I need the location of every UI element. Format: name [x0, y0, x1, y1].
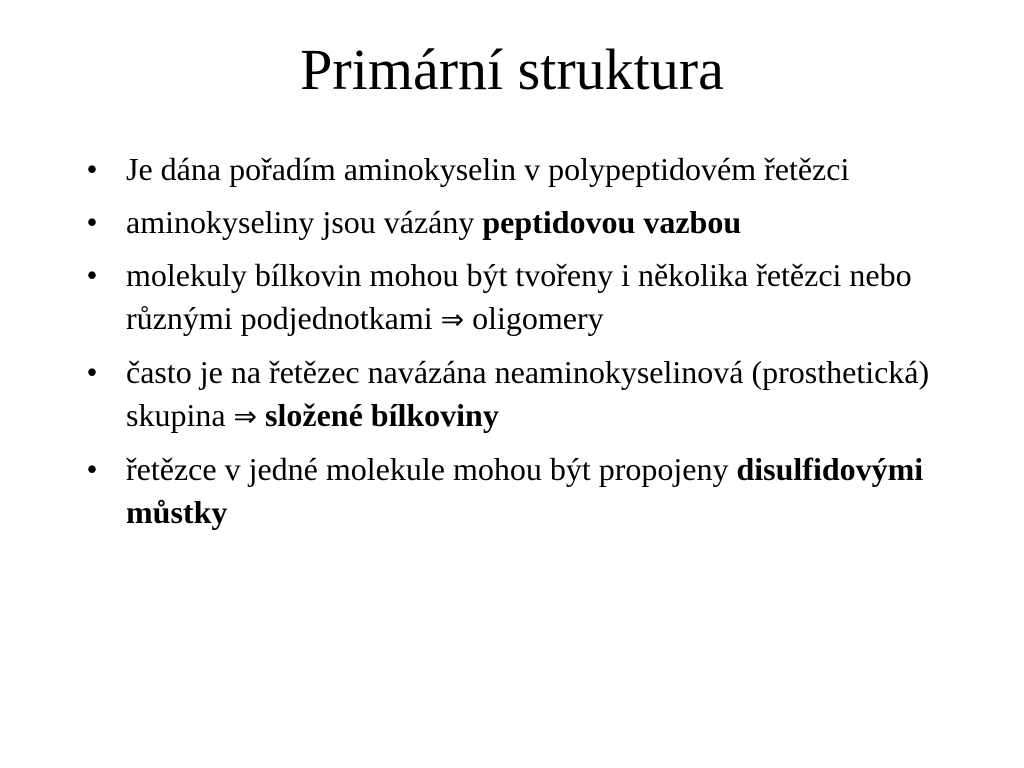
- bullet-item-primary-sequence: [82, 148, 962, 191]
- bullet-item-disulfide-bridges: [82, 448, 962, 534]
- bullet-text: aminokyseliny jsou vázány: [126, 204, 483, 240]
- bullet-list: [82, 148, 962, 544]
- bullet-text-continuation: [257, 397, 265, 433]
- bullet-text-continuation: oligomery: [464, 300, 604, 336]
- bullet-marker: •: [86, 451, 98, 487]
- bullet-marker: •: [86, 257, 98, 293]
- bullet-item-oligomers: [82, 254, 962, 341]
- bullet-text: řetězce v jedné molekule mohou být propojeny: [126, 451, 737, 487]
- bold-term: disulfidovými můstky: [126, 451, 924, 530]
- bullet-text: často je na řetězec navázána neaminokyselinová (prosthetická) skupina: [126, 354, 930, 433]
- bullet-item-peptide-bond: [82, 201, 962, 244]
- bold-term: peptidovou vazbou: [482, 204, 742, 240]
- bullet-text: molekuly bílkovin mohou být tvořeny i několika řetězci nebo různými podjednotkami: [126, 257, 912, 336]
- bullet-marker: •: [86, 151, 98, 187]
- implies-arrow-icon: ⇒: [440, 303, 465, 336]
- slide-title: Primární struktura: [300, 37, 724, 102]
- implies-arrow-icon: ⇒: [233, 400, 258, 433]
- bullet-item-prosthetic-group: [82, 351, 962, 438]
- bullet-marker: •: [86, 204, 98, 240]
- bold-term: složené bílkoviny: [265, 397, 499, 433]
- bullet-marker: •: [86, 354, 98, 390]
- bullet-text: Je dána pořadím aminokyselin v polypeptidovém řetězci: [126, 151, 850, 187]
